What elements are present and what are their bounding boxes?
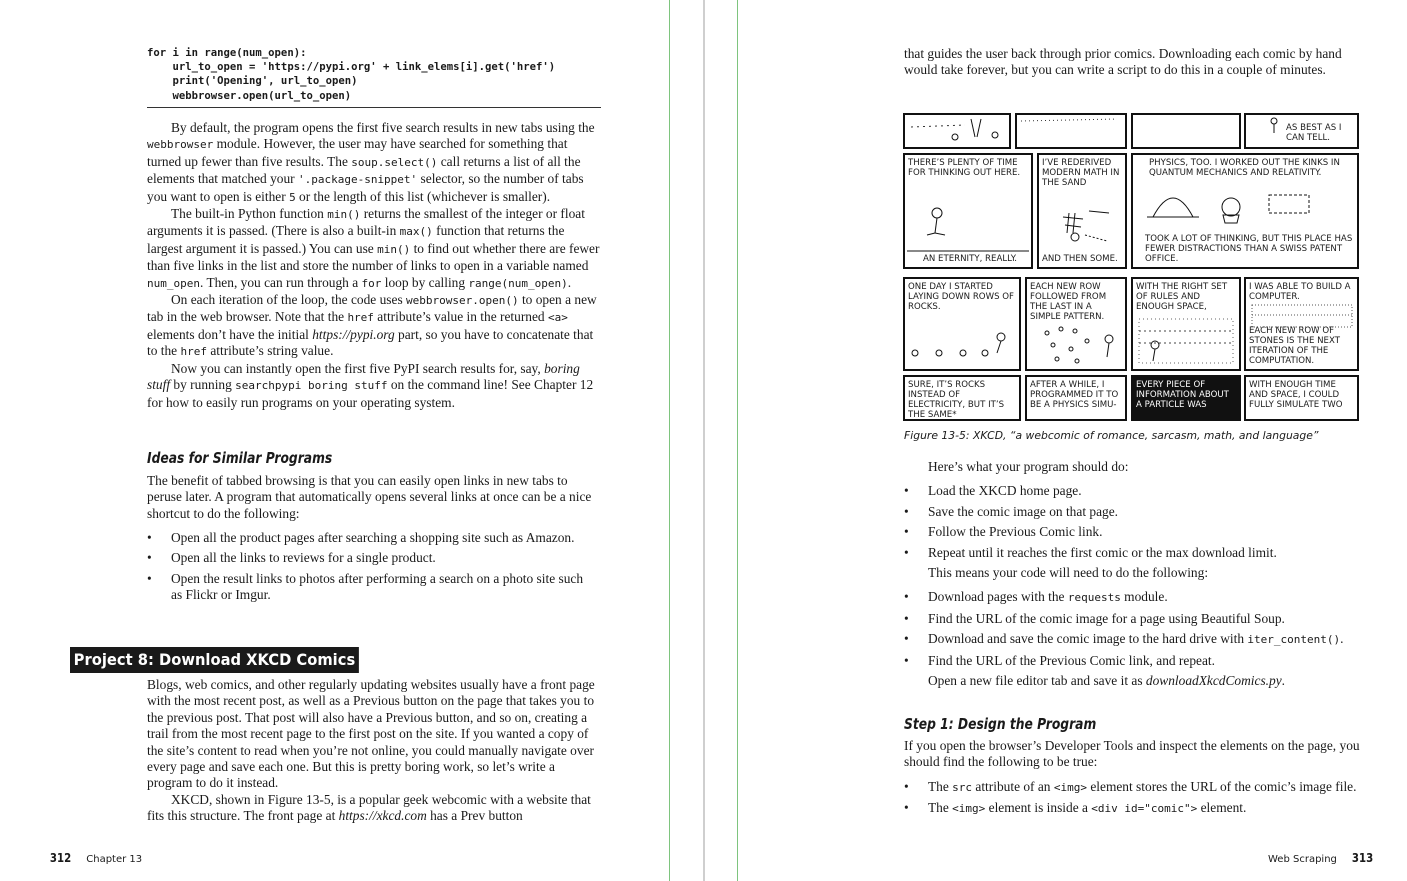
paragraph: On each iteration of the loop, the code uses webbrowser.open() to open a new tab in the web browser. Note that the href attribute’s value in the returned <a> elements don’t have the initial https://pypi.org part, so you have to concatenate that to the href attribute’s string value. — [147, 292, 597, 359]
code-line: print('Opening', url_to_open) — [147, 75, 358, 88]
project-body-text — [147, 677, 603, 825]
left-body-text — [147, 120, 603, 411]
list-item: • Find the URL of the Previous Comic link, and repeat. — [904, 652, 1215, 668]
code-line: for i in range(num_open): — [147, 47, 307, 59]
list-item: • Find the URL of the comic image for a page using Beautiful Soup. — [904, 610, 1285, 626]
comic-caption: EVERY PIECE OF INFORMATION ABOUT A PARTICLE WAS — [1136, 380, 1229, 410]
bullet-list — [904, 589, 1360, 669]
list-item: • Open the result links to photos after performing a search on a photo site such as Flickr or Imgur. — [147, 570, 584, 603]
comic-panel — [1025, 375, 1127, 421]
comic-panel — [903, 113, 1011, 149]
list-item: • Download pages with the requests module. — [904, 589, 1168, 605]
comic-panel — [903, 277, 1021, 371]
list-item: • The src attribute of an <img> element stores the URL of the comic’s image file. — [904, 778, 1357, 794]
comic-panel — [1244, 375, 1359, 421]
comic-panel — [1131, 277, 1241, 371]
paragraph: Here’s what your program should do: — [928, 459, 1129, 474]
comic-panel — [1015, 113, 1127, 149]
comic-caption: TOOK A LOT OF THINKING, BUT THIS PLACE HAS FEWER DISTRACTIONS THAN A SWISS PATENT OFFICE. — [1145, 234, 1353, 264]
left-footer — [48, 851, 142, 865]
list-item: • Save the comic image on that page. — [904, 503, 1119, 519]
code-listing — [147, 46, 601, 108]
list-item: • Open all the product pages after searching a shopping site such as Amazon. — [147, 530, 575, 545]
comic-panel — [903, 153, 1033, 269]
comic-panel — [1131, 375, 1241, 421]
comic-panel — [1131, 113, 1241, 149]
bullet-list — [904, 483, 1360, 561]
right-footer — [1268, 851, 1375, 865]
paragraph: that guides the user back through prior comics. Downloading each comic by hand would take forever, but you can write a script to do this in a couple of minutes. — [904, 46, 1342, 78]
paragraph: XKCD, shown in Figure 13-5, is a popular geek webcomic with a website that fits this structure. The front page at https://xkcd.com has a Prev button — [147, 791, 591, 824]
page-number: 313 — [1351, 851, 1374, 865]
section-heading: Step 1: Design the Program — [904, 715, 1097, 733]
page-number: 312 — [49, 851, 72, 865]
comic-caption: AS BEST AS I CAN TELL. — [1286, 123, 1342, 143]
section-label: Web Scraping — [1268, 854, 1337, 865]
xkcd-comic-figure — [903, 113, 1359, 419]
comic-caption: PHYSICS, TOO. I WORKED OUT THE KINKS IN QUANTUM MECHANICS AND RELATIVITY. — [1149, 158, 1340, 178]
list-item: • Follow the Previous Comic link. — [904, 524, 1103, 540]
list-item: • Download and save the comic image to the hard drive with iter_content(). — [904, 631, 1344, 647]
comic-caption: SURE, IT’S ROCKS INSTEAD OF ELECTRICITY, BUT IT’S THE SAME* — [908, 380, 1005, 420]
left-page-edge — [669, 0, 670, 881]
paragraph: Now you can instantly open the first five PyPI search results for, say, boring stuff by running searchpypi boring stuff on the command line! See Chapter 12 for how to easily run programs on your operating system. — [147, 360, 594, 410]
paragraph: The benefit of tabbed browsing is that you can easily open links in new tabs to peruse later. A program that automatically opens several links at once can be a nice shortcut to do the following: — [147, 473, 592, 521]
paragraph: Blogs, web comics, and other regularly updating websites usually have a front page with the most recent post, as well as a Previous button on the page that takes you to the previous post. That post will also have a Previous button, and so on, creating a trail from the most recent page to the first post on the site. If you wanted a copy of the site’s content to read when you’re not online, you could manually navigate over every page and save each one. But this is pretty boring work, so let’s write a program to do it instead. — [147, 677, 595, 791]
comic-panel — [1037, 153, 1127, 269]
comic-caption: I’VE REDERIVED MODERN MATH IN THE SAND — [1042, 158, 1120, 188]
list-item: • Repeat until it reaches the first comic or the max download limit. — [904, 544, 1277, 560]
comic-panel — [1131, 153, 1359, 269]
right-body-text — [904, 459, 1360, 689]
comic-caption: AN ETERNITY, REALLY. — [923, 254, 1017, 264]
comic-caption: EACH NEW ROW FOLLOWED FROM THE LAST IN A SIMPLE PATTERN. — [1030, 282, 1107, 322]
comic-caption: EACH NEW ROW OF STONES IS THE NEXT ITERATION OF THE COMPUTATION. — [1249, 326, 1340, 366]
comic-caption: AND THEN SOME. — [1042, 254, 1118, 264]
rocks-drawing — [1017, 115, 1125, 147]
comic-caption: THERE’S PLENTY OF TIME FOR THINKING OUT HERE. — [908, 158, 1021, 178]
book-gutter — [703, 0, 705, 881]
comic-panel — [1025, 277, 1127, 371]
comic-caption: ONE DAY I STARTED LAYING DOWN ROWS OF ROCKS. — [908, 282, 1014, 312]
bullet-list — [904, 779, 1360, 818]
paragraph: By default, the program opens the first five search results in new tabs using the webbrowser module. However, the user may have searched for something that turned up fewer than five results. The soup.select() call returns a list of all the elements that matched your '.package-snippet' selector, so the number of tabs you want to open is either 5 or the length of this list (whichever is smaller). — [147, 120, 595, 204]
step1-body-text — [904, 738, 1360, 822]
comic-panel — [1244, 113, 1359, 149]
paragraph: Open a new file editor tab and save it as downloadXkcdComics.py. — [928, 673, 1286, 689]
comic-caption: I WAS ABLE TO BUILD A COMPUTER. — [1249, 282, 1351, 302]
stick-figure-drawing — [905, 115, 1009, 147]
list-item: • The <img> element is inside a <div id="comic"> element. — [904, 800, 1247, 816]
comic-panel — [903, 375, 1021, 421]
code-line: url_to_open = 'https://pypi.org' + link_elems[i].get('href') — [147, 61, 556, 74]
list-item: • Open all the links to reviews for a single product. — [147, 550, 436, 566]
comic-panel — [1244, 277, 1359, 371]
bullet-list — [147, 530, 587, 608]
figure-caption: Figure 13-5: XKCD, “a webcomic of romance, sarcasm, math, and language” — [904, 429, 1319, 442]
project-heading: Project 8: Download XKCD Comics — [70, 647, 359, 673]
paragraph: The built-in Python function min() returns the smallest of the integer or float arguments it is passed. (There is also a built-in max() function that returns the largest argument it is passed.) You can use min() to find out whether there are fewer than five links in the list and store the number of links to open in a variable named num_open. Then, you can run through a for loop by calling range(num_open). — [147, 206, 600, 290]
paragraph: If you open the browser’s Developer Tools and inspect the elements on the page, you should find the following to be true: — [904, 738, 1360, 770]
comic-caption: AFTER A WHILE, I PROGRAMMED IT TO BE A PHYSICS SIMU- — [1030, 380, 1119, 410]
right-page-edge — [737, 0, 738, 881]
code-line: webbrowser.open(url_to_open) — [147, 89, 352, 102]
comic-caption: WITH THE RIGHT SET OF RULES AND ENOUGH SPACE, — [1136, 282, 1228, 312]
list-item: • Load the XKCD home page. — [904, 483, 1082, 499]
comic-caption: WITH ENOUGH TIME AND SPACE, I COULD FULLY SIMULATE TWO — [1249, 380, 1343, 410]
paragraph: This means your code will need to do the following: — [928, 565, 1209, 581]
section-heading: Ideas for Similar Programs — [147, 449, 333, 467]
chapter-label: Chapter 13 — [86, 854, 143, 865]
